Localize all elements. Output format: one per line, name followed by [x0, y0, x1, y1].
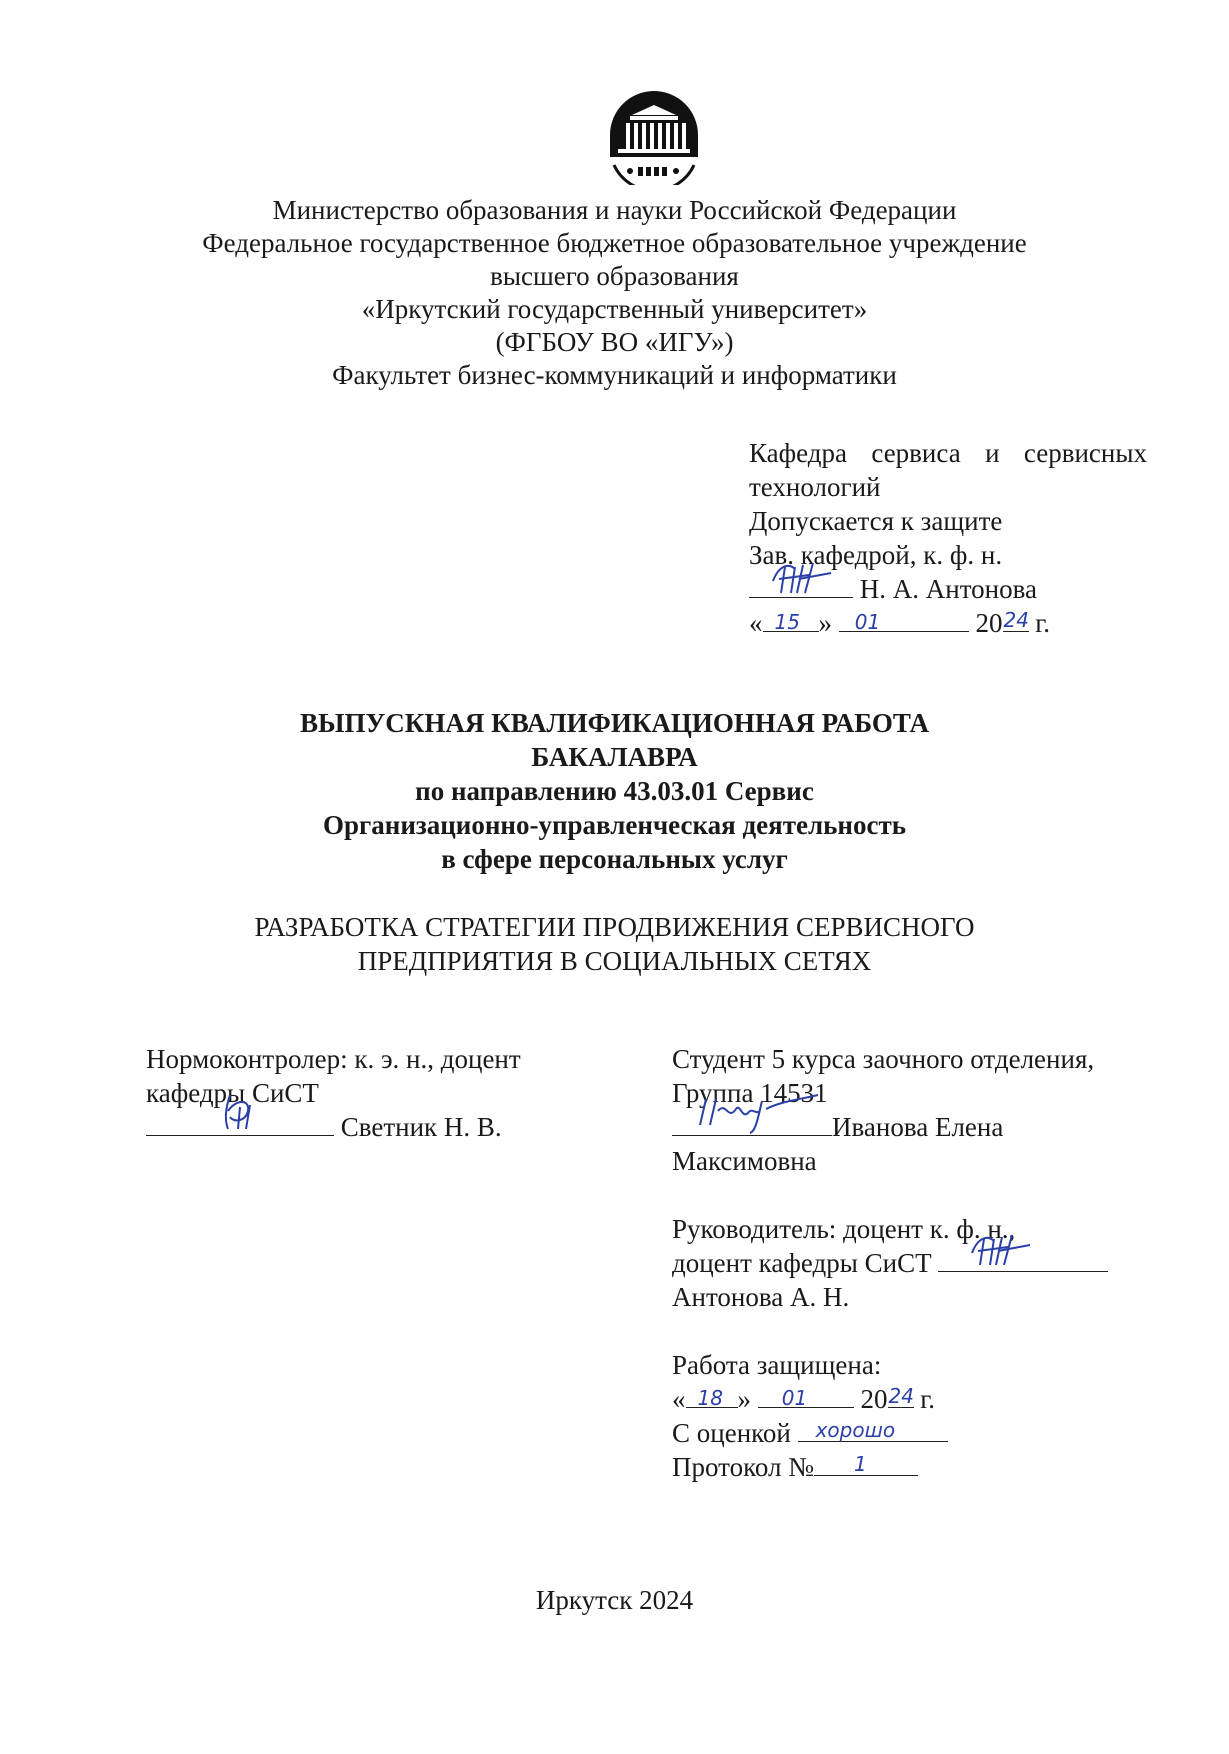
month-blank — [758, 1383, 854, 1408]
university-abbreviation: (ФГБОУ ВО «ИГУ») — [495, 327, 734, 357]
institution-type-line2: высшего образования — [490, 261, 739, 291]
student-course: Студент 5 курса заочного отделения, — [672, 1044, 1095, 1074]
approval-date — [749, 606, 1149, 640]
year-suffix-label: г. — [913, 1384, 936, 1414]
spacer — [672, 1314, 1152, 1348]
normcontrol-block — [146, 1042, 566, 1144]
handwritten-signature — [968, 1231, 1038, 1271]
thesis-topic — [0, 910, 1229, 978]
handwritten-day: 15 — [774, 610, 800, 634]
university-name: «Иркутский государственный университет» — [361, 294, 868, 324]
spacer — [672, 1178, 1152, 1212]
approval-block — [749, 436, 1149, 640]
protocol-line — [672, 1450, 1152, 1484]
handwritten-signature — [769, 559, 839, 599]
study-direction: по направлению 43.03.01 Сервис — [415, 776, 814, 806]
handwritten-day: 18 — [697, 1386, 723, 1410]
handwritten-month: 01 — [854, 610, 881, 634]
institution-header — [0, 194, 1229, 392]
signature-blank — [672, 1111, 832, 1136]
supervisor-title: Руководитель: доцент к. ф. н., — [672, 1214, 1016, 1244]
year-prefix: 20 — [860, 1384, 888, 1414]
supervisor-signature-line — [672, 1246, 1152, 1280]
normcontrol-name: Светник Н. В. — [340, 1112, 502, 1142]
handwritten-month: 01 — [781, 1386, 808, 1410]
signature-blank — [749, 573, 853, 598]
grade-blank — [798, 1417, 948, 1442]
month-blank — [839, 607, 969, 632]
ministry-name: Министерство образования и науки Российской Федерации — [272, 195, 957, 225]
handwritten-grade: хорошо — [815, 1418, 896, 1442]
city-year: Иркутск 2024 — [535, 1585, 694, 1615]
normcontrol-department: кафедры СиСТ — [146, 1078, 319, 1108]
student-group: Группа 14531 — [672, 1078, 828, 1108]
signature-blank — [146, 1111, 334, 1136]
head-title: Зав. кафедрой, к. ф. н. — [749, 540, 1003, 570]
supervisor-name: Антонова А. Н. — [672, 1282, 850, 1312]
faculty-name: Факультет бизнес-коммуникаций и информатики — [332, 360, 897, 390]
topic-line1: РАЗРАБОТКА СТРАТЕГИИ ПРОДВИЖЕНИЯ СЕРВИСНОГО — [254, 912, 975, 942]
year-blank — [888, 1383, 914, 1408]
head-signature-line — [749, 572, 1149, 606]
year-suffix-label: г. — [1028, 608, 1051, 638]
handwritten-year: 24 — [888, 1384, 914, 1408]
quote-open: « — [672, 1384, 686, 1414]
year-prefix: 20 — [975, 608, 1003, 638]
thesis-degree: БАКАЛАВРА — [531, 742, 698, 772]
protocol-label: Протокол № — [672, 1452, 814, 1482]
student-block — [672, 1042, 1152, 1484]
student-signature-line — [672, 1110, 1152, 1144]
day-blank — [686, 1383, 738, 1408]
institution-type-line1: Федеральное государственное бюджетное образовательное учреждение — [202, 228, 1027, 258]
student-name-part2: Максимовна — [672, 1146, 817, 1176]
quote-close: » — [737, 1384, 751, 1414]
study-profile-line1: Организационно-управленческая деятельность — [323, 810, 906, 840]
university-logo — [604, 85, 704, 185]
student-name-part1: Иванова Елена — [832, 1112, 1004, 1142]
department-line1: Кафедра сервиса и сервисных — [749, 438, 1147, 468]
handwritten-signature — [692, 1091, 822, 1135]
protocol-blank — [814, 1451, 918, 1476]
grade-line — [672, 1416, 1152, 1450]
normcontrol-title: Нормоконтролер: к. э. н., доцент — [146, 1044, 521, 1074]
study-profile-line2: в сфере персональных услуг — [441, 844, 788, 874]
grade-label: С оценкой — [672, 1418, 791, 1448]
handwritten-protocol-number: 1 — [853, 1452, 867, 1476]
department-line2: технологий — [749, 472, 881, 502]
year-blank — [1003, 607, 1029, 632]
day-blank — [763, 607, 819, 632]
quote-close: » — [818, 608, 832, 638]
signature-blank — [938, 1247, 1108, 1272]
normcontrol-signature-line — [146, 1110, 566, 1144]
quote-open: « — [749, 608, 763, 638]
handwritten-year: 24 — [1003, 608, 1029, 632]
defense-date — [672, 1382, 1152, 1416]
thesis-type: ВЫПУСКНАЯ КВАЛИФИКАЦИОННАЯ РАБОТА — [299, 708, 930, 738]
head-name: Н. А. Антонова — [859, 574, 1037, 604]
supervisor-department: доцент кафедры СиСТ — [672, 1248, 932, 1278]
thesis-title-block — [0, 706, 1229, 876]
defense-label: Работа защищена: — [672, 1350, 882, 1380]
handwritten-signature — [216, 1089, 266, 1135]
topic-line2: ПРЕДПРИЯТИЯ В СОЦИАЛЬНЫХ СЕТЯХ — [357, 946, 872, 976]
admitted-label: Допускается к защите — [749, 506, 1003, 536]
